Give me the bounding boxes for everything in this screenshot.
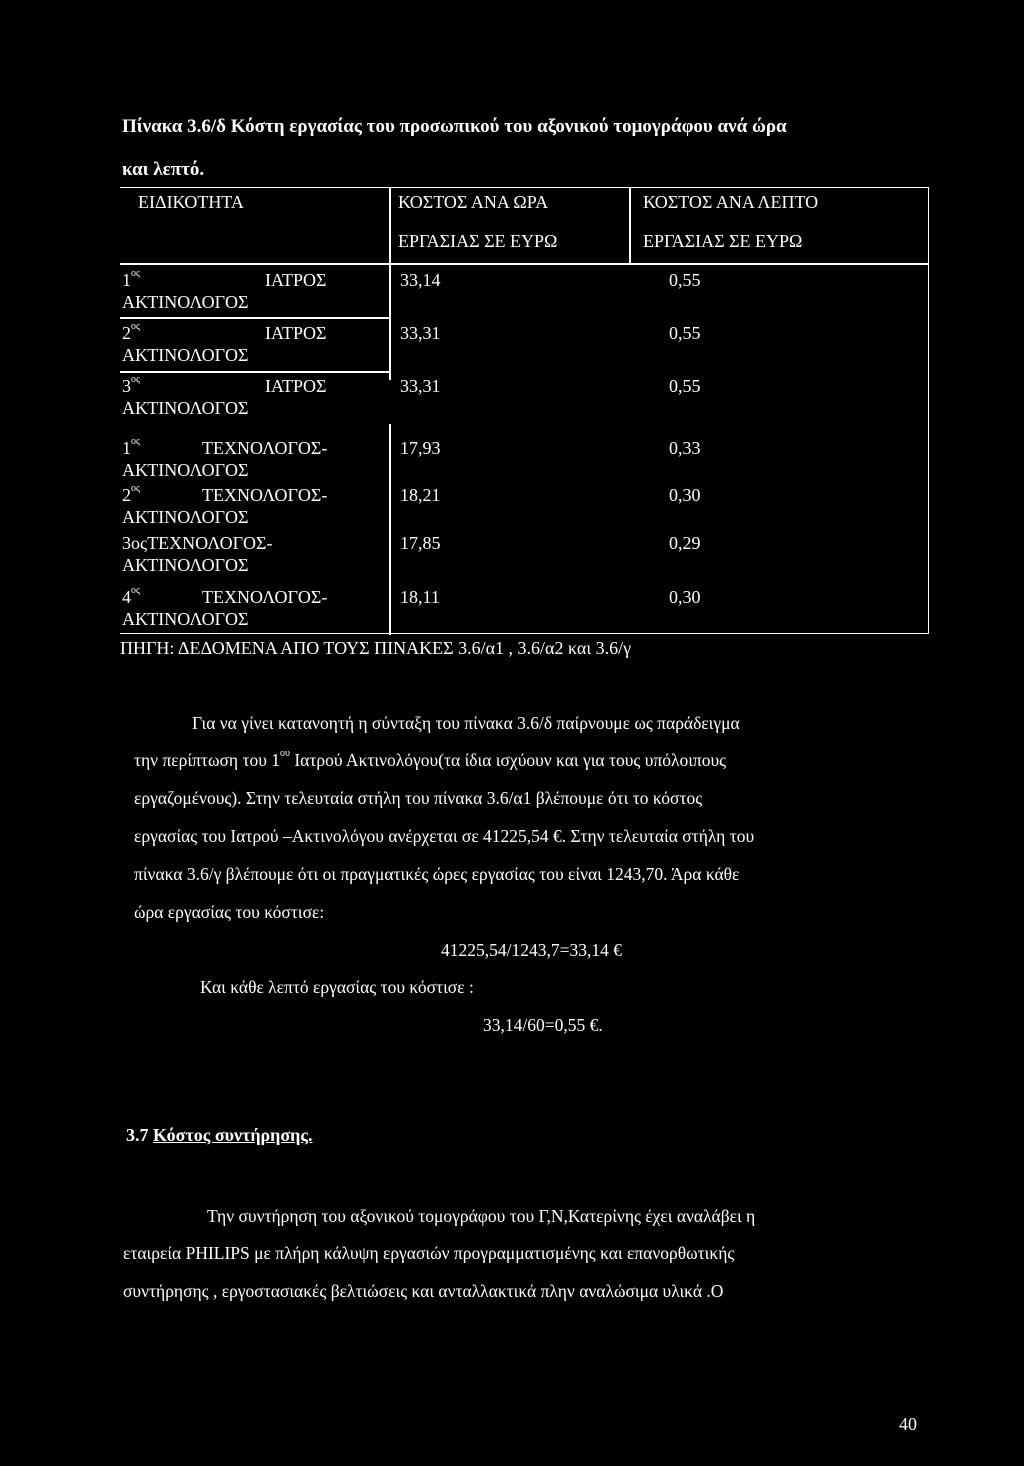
- paragraph1-line2: την περίπτωση του $1^{o\upsilon}$ Ιατρού Ακτινολόγου(τα ίδια ισχύουν και για τους υπόλοιπους: [134, 748, 727, 770]
- row-6-hour: 17,85: [400, 533, 441, 553]
- header-underline: [120, 263, 928, 265]
- formula-minute-cost: 33,14/60=0,55 €.: [483, 1015, 603, 1035]
- row-7-hour: 18,11: [400, 587, 440, 607]
- cost-table: [120, 187, 929, 634]
- table-caption-line2: και λεπτό.: [122, 159, 205, 180]
- row-2-role: ΙΑΤΡΟΣ: [265, 323, 327, 343]
- section-heading: 3.7 Κόστος συντήρησης.: [126, 1125, 313, 1145]
- row-2-hour: 33,31: [400, 323, 441, 343]
- row-5-line2: ΑΚΤΙΝΟΛΟΓΟΣ: [122, 507, 249, 527]
- row-2-minute: 0,55: [669, 323, 701, 343]
- table-source-note: ΠΗΓΗ: ΔΕΔΟΜΕΝΑ ΑΠΟ ΤΟΥΣ ΠΙΝΑΚΕΣ 3.6/α1 , 3.6/α2 και 3.6/γ: [120, 638, 632, 658]
- row-2-line2: ΑΚΤΙΝΟΛΟΓΟΣ: [122, 345, 249, 365]
- paragraph1-line7: Και κάθε λεπτό εργασίας του κόστισε :: [200, 977, 474, 997]
- row-5-role: ΤΕΧΝΟΛΟΓΟΣ-: [202, 485, 328, 505]
- header-minute-cost-l2: ΕΡΓΑΣΙΑΣ ΣΕ ΕΥΡΩ: [643, 231, 803, 251]
- row-line-1: [120, 317, 389, 319]
- row-4-label: $1^{o\varsigma}$: [122, 436, 140, 458]
- formula-hour-cost: 41225,54/1243,7=33,14 €: [441, 940, 622, 960]
- header-minute-cost-l1: ΚΟΣΤΟΣ ΑΝΑ ΛΕΠΤΟ: [643, 192, 819, 212]
- table-caption-line1: Πίνακα 3.6/δ Κόστη εργασίας του προσωπικού του αξονικού τομογράφου ανά ώρα: [122, 116, 787, 137]
- row-7-label: $4^{o\varsigma}$: [122, 585, 140, 607]
- paragraph1-line4: εργασίας του Ιατρού –Ακτινολόγου ανέρχεται σε 41225,54 €. Στην τελευταία στήλη του: [134, 826, 755, 846]
- page-number: 40: [899, 1414, 917, 1434]
- row-7-role: ΤΕΧΝΟΛΟΓΟΣ-: [202, 587, 328, 607]
- paragraph1-line3: εργαζομένους). Στην τελευταία στήλη του πίνακα 3.6/α1 βλέπουμε ότι το κόστος: [134, 788, 703, 808]
- paragraph2-line3: συντήρησης , εργοστασιακές βελτιώσεις και ανταλλακτικά πλην αναλώσιμα υλικά .Ο: [123, 1281, 724, 1301]
- col-divider-1a: [389, 188, 391, 380]
- row-7-line2: ΑΚΤΙΝΟΛΟΓΟΣ: [122, 609, 249, 629]
- row-4-role: ΤΕΧΝΟΛΟΓΟΣ-: [202, 438, 328, 458]
- row-3-minute: 0,55: [669, 376, 701, 396]
- row-1-role: ΙΑΤΡΟΣ: [265, 270, 327, 290]
- row-4-hour: 17,93: [400, 438, 441, 458]
- row-5-hour: 18,21: [400, 485, 441, 505]
- row-5-label: $2^{o\varsigma}$: [122, 483, 140, 505]
- paragraph1-line1: Για να γίνει κατανοητή η σύνταξη του πίνακα 3.6/δ παίρνουμε ως παράδειγμα: [192, 713, 740, 733]
- row-3-line2: ΑΚΤΙΝΟΛΟΓΟΣ: [122, 398, 249, 418]
- header-specialty: ΕΙΔΙΚΟΤΗΤΑ: [138, 192, 244, 212]
- row-4-line2: ΑΚΤΙΝΟΛΟΓΟΣ: [122, 460, 249, 480]
- row-1-hour: 33,14: [400, 270, 441, 290]
- col-divider-1b: [389, 424, 391, 635]
- row-1-minute: 0,55: [669, 270, 701, 290]
- row-2-label: $2^{o\varsigma}$: [122, 321, 140, 343]
- row-5-minute: 0,30: [669, 485, 701, 505]
- paragraph2-line2: εταιρεία PHILIPS με πλήρη κάλυψη εργασιών προγραμματισμένης και επανορθωτικής: [123, 1243, 735, 1263]
- row-1-line2: ΑΚΤΙΝΟΛΟΓΟΣ: [122, 292, 249, 312]
- row-6-line2: ΑΚΤΙΝΟΛΟΓΟΣ: [122, 555, 249, 575]
- row-6-minute: 0,29: [669, 533, 701, 553]
- row-3-label: $3^{o\varsigma}$: [122, 374, 140, 396]
- header-hour-cost-l1: ΚΟΣΤΟΣ ΑΝΑ ΩΡΑ: [398, 192, 549, 212]
- paragraph2-line1: Την συντήρηση του αξονικού τομογράφου του Γ,Ν,Κατερίνης έχει αναλάβει η: [207, 1206, 756, 1226]
- row-1-label: $1^{o\varsigma}$: [122, 268, 140, 290]
- paragraph1-line5: πίνακα 3.6/γ βλέπουμε ότι οι πραγματικές ώρες εργασίας του είναι 1243,70. Άρα κάθε: [134, 864, 740, 884]
- row-3-role: ΙΑΤΡΟΣ: [265, 376, 327, 396]
- row-7-minute: 0,30: [669, 587, 701, 607]
- header-hour-cost-l2: ΕΡΓΑΣΙΑΣ ΣΕ ΕΥΡΩ: [398, 231, 558, 251]
- paragraph1-line6: ώρα εργασίας του κόστισε:: [134, 902, 325, 922]
- row-line-2: [120, 371, 389, 373]
- row-4-minute: 0,33: [669, 438, 701, 458]
- row-3-hour: 33,31: [400, 376, 441, 396]
- col-divider-2: [629, 188, 631, 263]
- row-6-label: 3οςΤΕΧΝΟΛΟΓΟΣ-: [122, 533, 273, 553]
